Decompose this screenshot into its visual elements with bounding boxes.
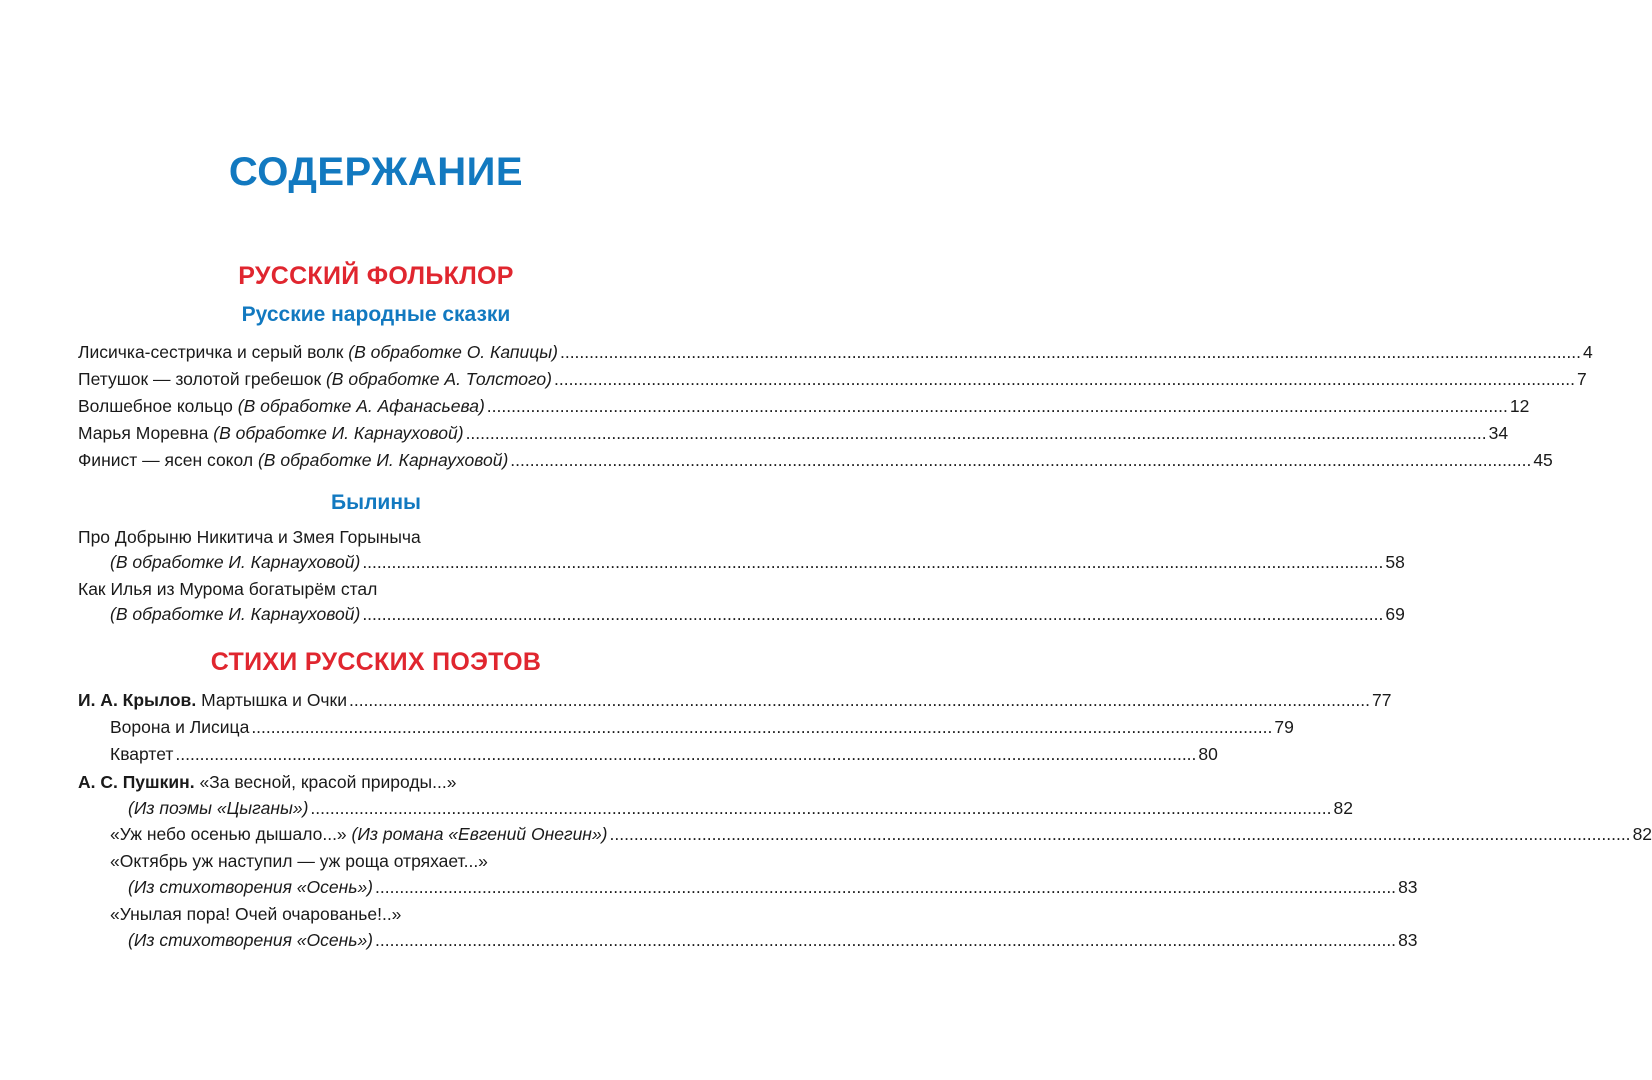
toc-entry[interactable]: [128, 797, 1353, 819]
toc-entry[interactable]: [110, 743, 1218, 765]
dot-leader: [560, 341, 1581, 363]
entry-page: 69: [1385, 604, 1405, 624]
entry-page: 7: [1577, 369, 1587, 389]
toc-entry[interactable]: [78, 395, 1530, 417]
toc-entry[interactable]: [78, 341, 1593, 363]
toc-entry-title-line[interactable]: [78, 526, 652, 548]
entry-title: «Унылая пора! Очей очарованье!..»: [110, 904, 402, 924]
dot-leader: [349, 689, 1370, 711]
dot-leader: [375, 929, 1396, 951]
entry-note: (В обработке И. Карнауховой): [213, 423, 464, 443]
section-poets-heading: СТИХИ РУССКИХ ПОЭТОВ: [210, 648, 542, 676]
entry-title: Петушок — золотой гребешок: [78, 369, 322, 389]
toc-entry-title-line[interactable]: [110, 903, 652, 925]
entry-title: Лисичка-сестричка и серый волк: [78, 342, 344, 362]
entry-note: (В обработке И. Карнауховой): [110, 552, 361, 572]
entry-title: «Уж небо осенью дышало...»: [110, 824, 347, 844]
entry-page: 12: [1509, 396, 1530, 416]
entry-page: 82: [1632, 824, 1652, 844]
toc-entry[interactable]: [78, 449, 1553, 471]
toc-entry[interactable]: [78, 422, 1509, 444]
entry-note: (В обработке И. Карнауховой): [110, 604, 361, 624]
entry-title: «Октябрь уж наступил — уж роща отряхает...»: [110, 851, 488, 871]
toc-entry[interactable]: [128, 876, 1418, 898]
entry-title: «За весной, красой природы...»: [199, 772, 457, 792]
entry-page: 34: [1488, 423, 1509, 443]
dot-leader: [510, 449, 1531, 471]
toc-entry[interactable]: [128, 929, 1418, 951]
entry-title: Про Добрыню Никитича и Змея Горыныча: [78, 527, 421, 547]
entry-note: (Из поэмы «Цыганы»): [128, 798, 309, 818]
author-name: И. А. Крылов.: [78, 690, 197, 710]
subsection-tales-heading: Русские народные сказки: [241, 303, 511, 326]
dot-leader: [362, 603, 1383, 625]
entry-title: Квартет: [110, 744, 174, 764]
toc-entry[interactable]: [78, 689, 1392, 711]
toc-entry[interactable]: [78, 368, 1587, 390]
entry-page: 79: [1274, 717, 1294, 737]
dot-leader: [175, 743, 1196, 765]
entry-title: Как Илья из Мурома богатырём стал: [78, 579, 378, 599]
entry-note: (В обработке И. Карнауховой): [257, 450, 509, 470]
toc-entry[interactable]: [110, 551, 1405, 573]
toc-entry-title-line[interactable]: [78, 771, 652, 793]
dot-leader: [487, 395, 1508, 417]
entry-title: Финист — ясен сокол: [78, 450, 254, 470]
entry-title: Ворона и Лисица: [110, 717, 250, 737]
entry-note: (Из романа «Евгений Онегин»): [351, 824, 608, 844]
entry-page: 77: [1372, 690, 1392, 710]
entry-note: (В обработке О. Капицы): [348, 342, 558, 362]
dot-leader: [251, 716, 1272, 738]
dot-leader: [362, 551, 1383, 573]
entry-title: Мартышка и Очки: [201, 690, 347, 710]
entry-note: (Из стихотворения «Осень»): [128, 877, 374, 897]
author-name: А. С. Пушкин.: [78, 772, 195, 792]
page-title: СОДЕРЖАНИЕ: [228, 150, 524, 194]
entry-note: (В обработке А. Афанасьева): [237, 396, 485, 416]
toc-entry[interactable]: [110, 716, 1294, 738]
dot-leader: [310, 797, 1331, 819]
section-folklore-heading: РУССКИЙ ФОЛЬКЛОР: [238, 262, 514, 290]
dot-leader: [375, 876, 1396, 898]
entry-note: (Из стихотворения «Осень»): [128, 930, 374, 950]
toc-entry[interactable]: [110, 603, 1405, 625]
entry-title: Волшебное кольцо: [78, 396, 233, 416]
entry-page: 83: [1398, 930, 1418, 950]
dot-leader: [554, 368, 1575, 390]
entry-title: Марья Моревна: [78, 423, 209, 443]
toc-entry-title-line[interactable]: [78, 578, 652, 600]
entry-page: 4: [1583, 342, 1593, 362]
toc-entry[interactable]: [110, 823, 1652, 845]
dot-leader: [610, 823, 1631, 845]
entry-page: 58: [1385, 552, 1405, 572]
entry-page: 80: [1198, 744, 1218, 764]
entry-note: (В обработке А. Толстого): [325, 369, 552, 389]
entry-page: 83: [1398, 877, 1418, 897]
entry-page: 45: [1533, 450, 1553, 470]
toc-entry-title-line[interactable]: [110, 850, 652, 872]
dot-leader: [466, 422, 1487, 444]
subsection-byliny-heading: Былины: [331, 491, 421, 514]
entry-page: 82: [1333, 798, 1353, 818]
